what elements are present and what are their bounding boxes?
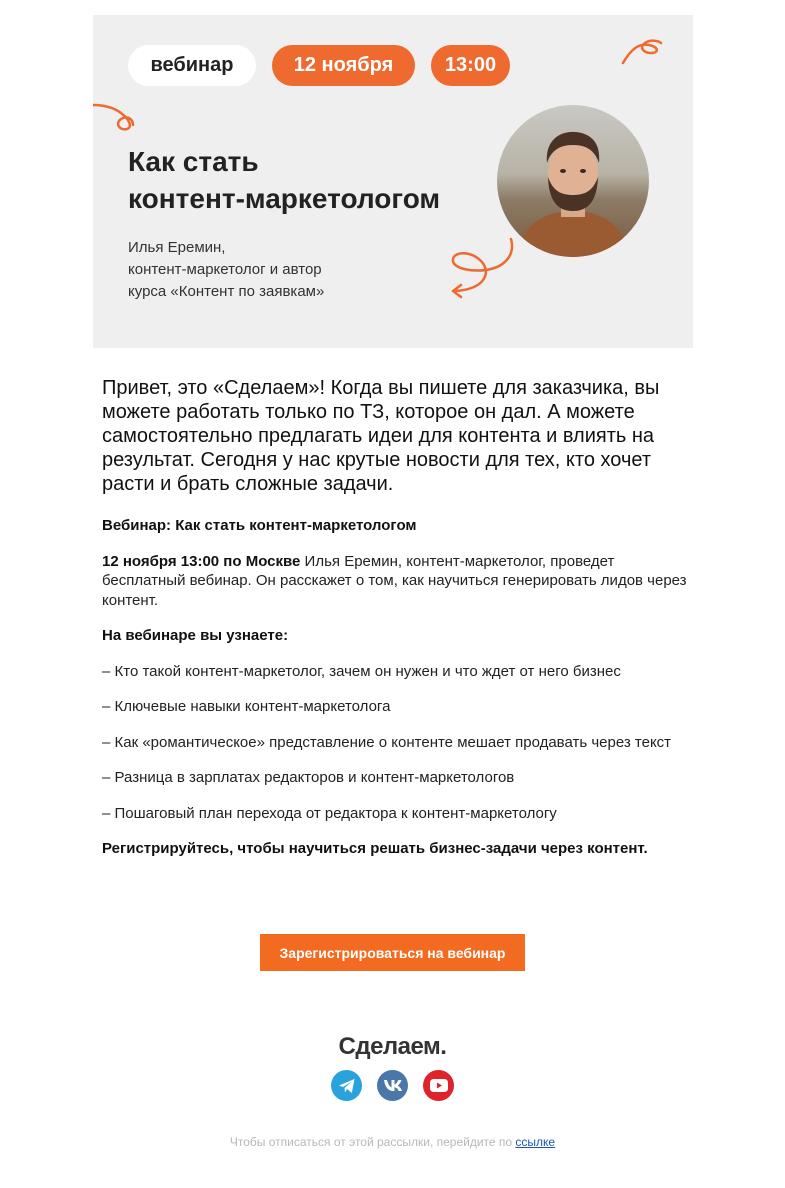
brand-logo[interactable]: Сделаем. — [338, 1033, 447, 1060]
bullet-item: – Разница в зарплатах редакторов и контент-маркетологов — [102, 769, 515, 786]
unsubscribe-link[interactable]: ссылке — [515, 1135, 556, 1149]
speaker-photo-icon — [497, 105, 649, 257]
learn-heading: На вебинаре вы узнаете: — [102, 627, 289, 644]
banner-title — [128, 143, 488, 217]
squiggle-arrow-icon — [447, 235, 517, 299]
unsubscribe-text: Чтобы отписаться от этой рассылки, перейдите по — [229, 1135, 516, 1149]
bullet-item: – Кто такой контент-маркетолог, зачем он нужен и что ждет от него бизнес — [102, 662, 621, 680]
bullet-item: – Ключевые навыки контент-маркетолога — [102, 698, 391, 715]
webinar-heading: Вебинар: Как стать контент-маркетологом — [102, 517, 417, 534]
unsubscribe-footer — [0, 1135, 785, 1149]
speaker-avatar — [497, 105, 649, 257]
register-button[interactable]: Зарегистрироваться на вебинар — [260, 934, 525, 971]
email-body — [102, 376, 692, 859]
banner-author — [128, 237, 388, 303]
webinar-banner — [93, 15, 693, 348]
banner-title-line1: Как стать — [128, 146, 259, 177]
squiggle-top-right-icon — [619, 39, 663, 67]
pill-time: 13:00 — [431, 45, 510, 86]
pill-date: 12 ноября — [272, 45, 415, 86]
author-line1: Илья Еремин, — [128, 239, 226, 256]
webinar-description — [102, 552, 692, 611]
pill-webinar: вебинар — [128, 45, 256, 86]
webinar-date: 12 ноября 13:00 по Москве — [102, 552, 301, 570]
webinar-date-rest: Илья Еремин, контент-маркетолог, проведет бесплатный вебинар. Он расскажет о том, как научиться генерировать лидов через контент. — [102, 552, 687, 609]
author-line2: контент-маркетолог и автор — [128, 261, 322, 278]
vk-icon[interactable] — [377, 1070, 408, 1101]
cta-text: Регистрируйтесь, чтобы научиться решать бизнес-задачи через контент. — [102, 840, 648, 857]
youtube-icon[interactable] — [423, 1070, 454, 1101]
author-line3: курса «Контент по заявкам» — [128, 283, 325, 300]
squiggle-left-icon — [93, 101, 137, 135]
intro-text: Привет, это «Сделаем»! Когда вы пишете для заказчика, вы можете работать только по ТЗ, которое он дал. А можете самостоятельно предлагать идеи для контента и влиять на результат. Сегодня у нас крутые новости для тех, кто хочет расти и брать сложные задачи. — [102, 377, 660, 495]
banner-title-line2: контент-маркетологом — [128, 183, 441, 214]
bullet-item: – Как «романтическое» представление о контенте мешает продавать через текст — [102, 733, 672, 751]
telegram-icon[interactable] — [331, 1070, 362, 1101]
bullet-item: – Пошаговый план перехода от редактора к контент-маркетологу — [102, 804, 557, 822]
